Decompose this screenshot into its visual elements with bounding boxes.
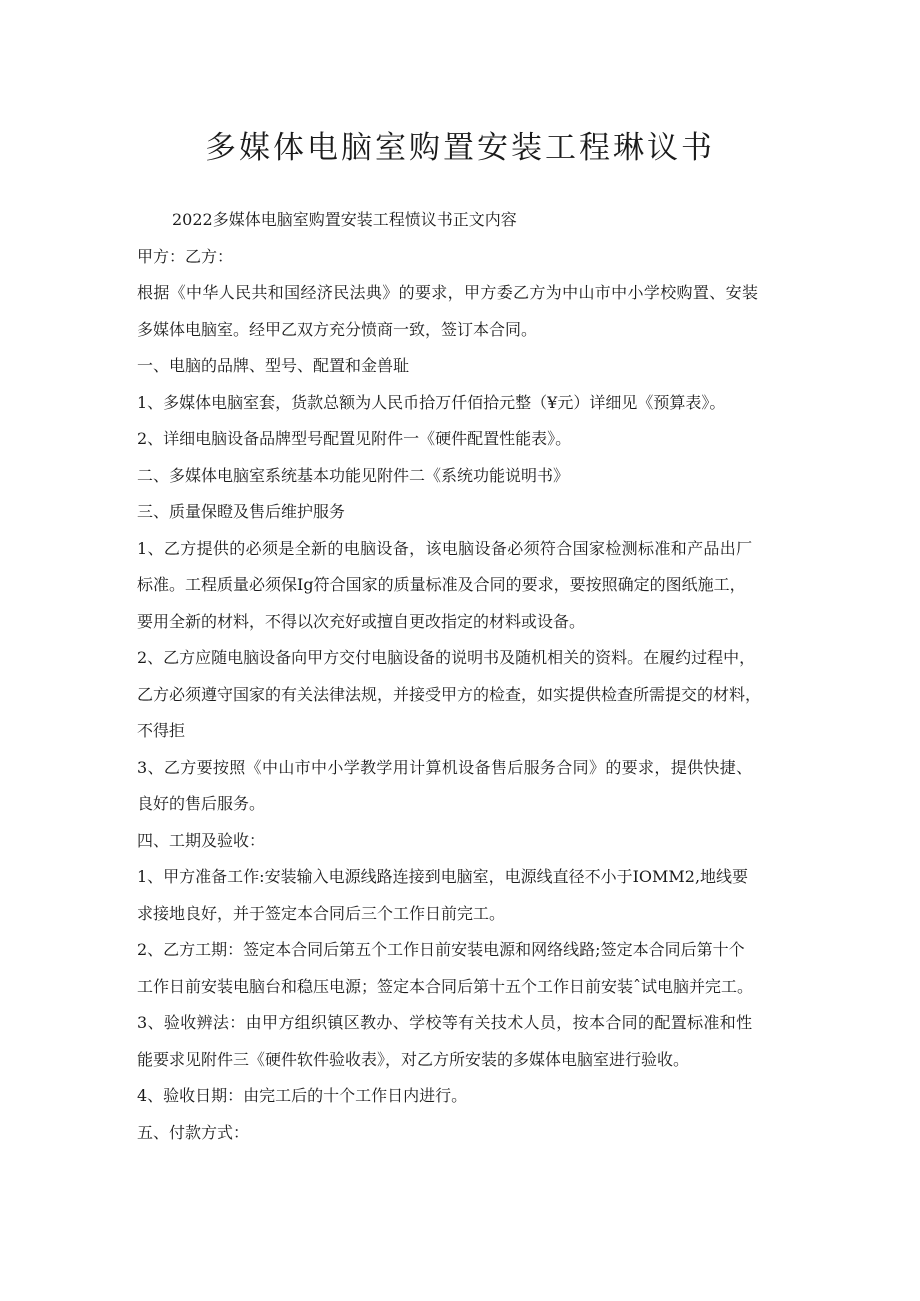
paragraph-line: 4、验收日期：由完工后的十个工作日内进行。 <box>137 1086 468 1105</box>
paragraph-line: 工作日前安装电脑台和稳压电源；签定本合同后第十五个工作日前安装ˆ试电脑并完工。 <box>137 976 754 996</box>
section-heading: 一、电脑的品牌、型号、配置和金兽耻 <box>137 356 410 375</box>
paragraph-line: 2、详细电脑设备品牌型号配置见附件一《硬件配置性能表》。 <box>137 429 572 448</box>
section-heading: 三、质量保瞪及售后维护服务 <box>137 502 346 521</box>
paragraph-line: 1、乙方提供的必须是全新的电脑设备，该电脑设备必须符合国家检测标准和产品出厂 <box>137 538 753 558</box>
paragraph-line: 标准。工程质量必须保Ig符合国家的质量标准及合同的要求，要按照确定的图纸施工， <box>137 575 746 594</box>
paragraph-line: 求接地良好，并于签定本合同后三个工作日前完工。 <box>137 903 506 923</box>
paragraph-line: 良好的售后服务。 <box>137 794 266 813</box>
paragraph-line: 要用全新的材料，不得以次充好或擅自更改指定的材料或设备。 <box>137 611 586 631</box>
document-body <box>137 202 797 1151</box>
paragraph-line: 3、乙方要按照《中山市中小学教学用计算机设备售后服务合同》的要求，提供快捷、 <box>137 757 753 777</box>
paragraph-line: 乙方必须遵守国家的有关法律法规，并接受甲方的检查，如实提供检查所需提交的材料， <box>137 684 762 704</box>
paragraph-line: 多媒体电脑室。经甲乙双方充分愤商一致，签订本合同。 <box>137 319 538 339</box>
document-title: 多媒体电脑室购置安装工程琳议书 <box>205 130 715 166</box>
paragraph-line: 2、乙方工期：签定本合同后第五个工作日前安装电源和网络线路;签定本合同后第十个 <box>137 940 745 959</box>
paragraph-line: 不得拒 <box>137 721 186 740</box>
paragraph-line: 根据《中华人民共和国经济民法典》的要求，甲方委乙方为中山市中小学校购置、安装 <box>137 283 759 302</box>
section-heading: 二、多媒体电脑室系统基本功能见附件二《系统功能说明书》 <box>137 465 570 485</box>
subtitle-line: 2022多媒体电脑室购置安装工程愤议书正文内容 <box>172 210 517 229</box>
paragraph-line: 1、甲方准备工作:安装输入电源线路连接到电脑室，电源线直径不小于IOMM2,地线要 <box>137 867 749 886</box>
paragraph-line: 1、多媒体电脑室套，货款总额为人民币拾万仟佰拾元整（¥元）详细见《预算表》。 <box>137 392 726 412</box>
parties-line: 甲方：乙方： <box>137 246 234 266</box>
paragraph-line: 能要求见附件三《硬件软件验收表》，对乙方所安装的多媒体电脑室进行验收。 <box>137 1049 690 1069</box>
section-heading: 四、工期及验收： <box>137 830 266 850</box>
paragraph-line: 2、乙方应随电脑设备向甲方交付电脑设备的说明书及随机相关的资料。在履约过程中， <box>137 648 756 667</box>
paragraph-line: 3、验收辨法：由甲方组织镇区教办、学校等有关技术人员，按本合同的配置标准和性 <box>137 1013 753 1032</box>
section-heading: 五、付款方式： <box>137 1122 250 1142</box>
